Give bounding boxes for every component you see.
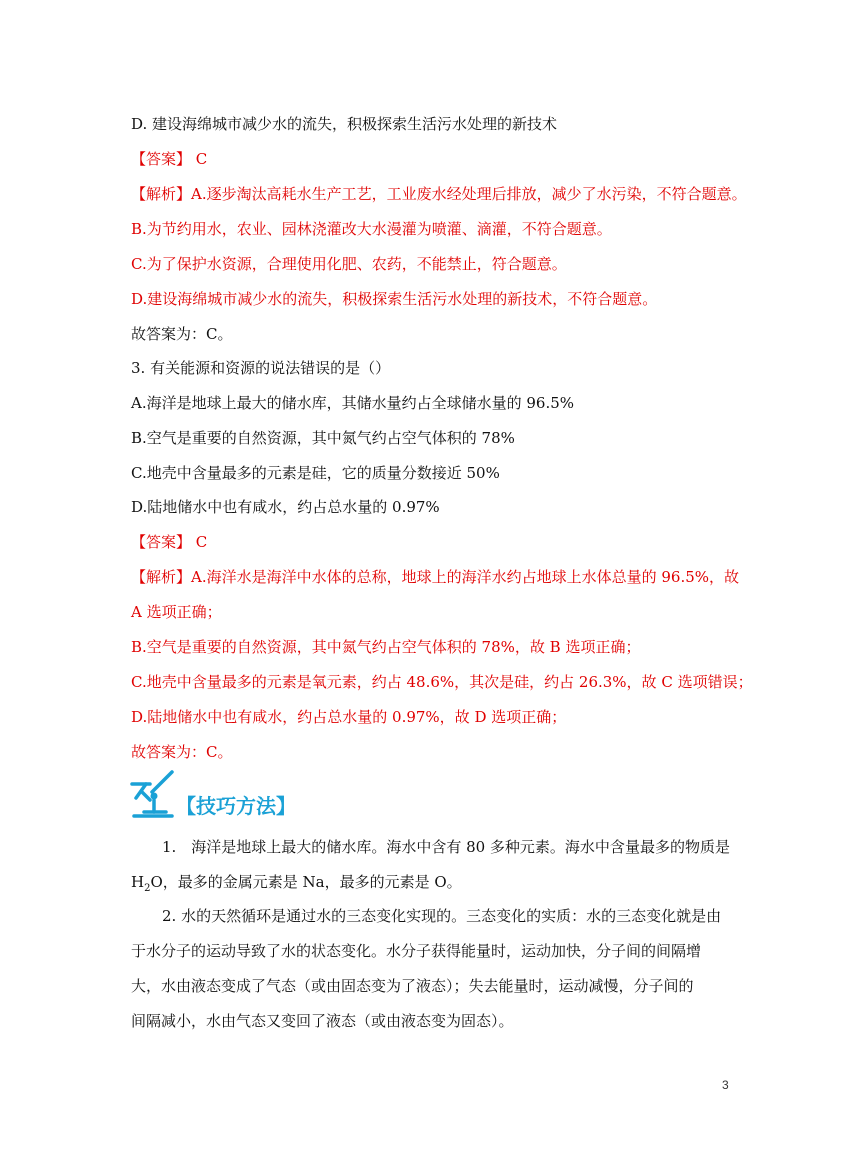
- tip1-formula-h: H: [131, 873, 145, 891]
- tip1-line2: [131, 872, 462, 899]
- page-number: 3: [722, 1078, 729, 1092]
- q3-option-c: C.地壳中含量最多的元素是硅，它的质量分数接近 50%: [131, 464, 500, 482]
- q3-answer: [131, 532, 207, 552]
- tip1-formula-sub: 2: [144, 883, 151, 894]
- q2-analysis-c: C.为了保护水资源，合理使用化肥、农药，不能禁止，符合题意。: [131, 255, 567, 273]
- q2-analysis-a: [131, 184, 747, 204]
- q2-analysis-d: D.建设海绵城市减少水的流失，积极探索生活污水处理的新技术，不符合题意。: [131, 290, 658, 308]
- q3-analysis-a2: A 选项正确；: [131, 603, 222, 621]
- q3-analysis-d: D.陆地储水中也有咸水，约占总水量的 0.97%，故 D 选项正确；: [131, 708, 567, 726]
- q3-analysis-c: C.地壳中含量最多的元素是氧元素，约占 48.6%，其次是硅，约占 26.3%，故 C 选项错误；: [131, 673, 753, 691]
- q2-answer: [131, 149, 207, 169]
- q2-analysis-label: 【解析】: [131, 185, 192, 203]
- q3-answer-value: C: [195, 533, 208, 551]
- tip2-line4: 间隔减小，水由气态又变回了液态（或由液态变为固态）。: [131, 1012, 514, 1030]
- q2-analysis-b: B.为节约用水，农业、园林浇灌改大水漫灌为喷灌、滴灌，不符合题意。: [131, 220, 612, 238]
- q3-conclusion: 故答案为：C。: [131, 743, 233, 761]
- q2-option-d: D. 建设海绵城市减少水的流失，积极探索生活污水处理的新技术: [131, 115, 558, 133]
- q2-conclusion: 故答案为：C。: [131, 325, 233, 343]
- q3-option-a: A.海洋是地球上最大的储水库，其储水量约占全球储水量的 96.5%: [131, 394, 575, 412]
- q2-answer-label: 【答案】: [131, 150, 192, 168]
- tip1-line1: 1. 海洋是地球上最大的储水库。海水中含有 80 多种元素。海水中含量最多的物质是: [162, 838, 730, 856]
- tip2-line3: 大，水由液态变成了气态（或由固态变为了液态）；失去能量时，运动减慢，分子间的: [131, 977, 694, 995]
- q3-option-b: B.空气是重要的自然资源，其中氮气约占空气体积的 78%: [131, 429, 515, 447]
- telescope-icon: [128, 770, 176, 818]
- q3-stem: 3. 有关能源和资源的说法错误的是（）: [131, 359, 391, 377]
- tip1-line2-text: O，最多的金属元素是 Na，最多的元素是 O。: [150, 873, 462, 891]
- tips-title: 【技巧方法】: [176, 794, 296, 818]
- q3-option-d: D.陆地储水中也有咸水，约占总水量的 0.97%: [131, 498, 440, 516]
- q3-analysis-a1: [131, 567, 739, 587]
- q3-analysis-a1-text: A.海洋水是海洋中水体的总称，地球上的海洋水约占地球上水体总量的 96.5%，故: [191, 568, 740, 586]
- q3-analysis-label: 【解析】: [131, 568, 192, 586]
- tip2-line1: 2. 水的天然循环是通过水的三态变化实现的。三态变化的实质：水的三态变化就是由: [162, 907, 722, 925]
- tip2-line2: 于水分子的运动导致了水的状态变化。水分子获得能量时，运动加快，分子间的间隔增: [131, 942, 702, 960]
- q2-answer-value: C: [195, 150, 208, 168]
- q3-answer-label: 【答案】: [131, 533, 192, 551]
- q3-analysis-b: B.空气是重要的自然资源，其中氮气约占空气体积的 78%，故 B 选项正确；: [131, 638, 641, 656]
- q2-analysis-a-text: A.逐步淘汰高耗水生产工艺，工业废水经处理后排放，减少了水污染，不符合题意。: [191, 185, 747, 203]
